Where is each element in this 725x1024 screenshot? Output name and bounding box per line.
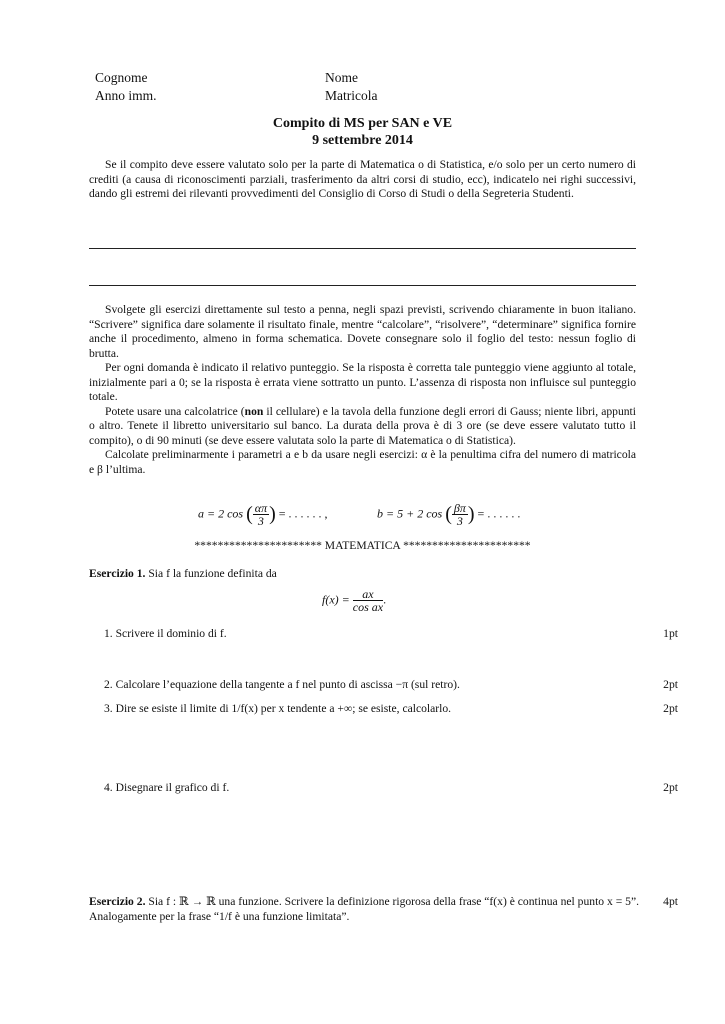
- instructions-p3-a: Potete usare una calcolatrice (: [105, 404, 245, 418]
- instructions-p4: Calcolate preliminarmente i parametri a e b da usare negli esercizi: α è la penultima cifra del numero di matricola e β l’ultima.: [89, 448, 636, 476]
- instructions-p2: Per ogni domanda è indicato il relativo punteggio. Se la risposta è corretta tale punteggio viene aggiunto al totale, inizialmente pari a 0; se la risposta è errata viene sottratto un punto. L’assenza di risposta non influisce sul punteggio totale.: [89, 361, 636, 403]
- ex2-points: 4pt: [663, 895, 678, 908]
- param-b-lhs: b = 5 + 2 cos: [377, 506, 443, 521]
- ex1-formula-lhs: f(x) =: [322, 592, 350, 607]
- ex1-item-4-points: 2pt: [663, 781, 678, 794]
- ex1-item-1: 1. Scrivere il dominio di f.: [104, 627, 227, 640]
- matricola-label: Matricola: [325, 88, 378, 103]
- instructions-p1: Svolgete gli esercizi direttamente sul testo a penna, negli spazi previsti, scrivendo chiaramente in buon italiano. “Scrivere” significa dare solamente il risultato finale, mentre “calcolare”, “risolvere”, “determinare” significa fornire anche il procedimento, almeno in forma schematica. Dovete consegnare solo il foglio del testo: nessun foglio di brutta.: [89, 303, 636, 360]
- param-a-num: απ: [254, 501, 268, 515]
- param-a-formula: a = 2 cos ( $\frac{\alpha\pi}{3}$ ) = . . . . . . ,: [198, 501, 328, 528]
- ex1-intro: [89, 567, 277, 580]
- param-a-rhs: = . . . . . . ,: [278, 506, 328, 521]
- instructions-p3-b: il cellulare) e la tavola della funzione degli errori di Gauss; niente libri, appunti o altro. Tenete il libretto universitario sul banco. La durata della prova è di 3 ore (se deve essere valutato tutto il compito), o di 90 minuti (se deve essere valutata solo la parte di Matematica o di Statistica).: [89, 404, 636, 447]
- answer-line: [89, 285, 636, 286]
- ex2-label: Esercizio 2.: [89, 895, 146, 908]
- param-a-den: 3: [257, 514, 264, 528]
- ex1-item-2-points: 2pt: [663, 678, 678, 691]
- ex2-text: Sia f : ℝ → ℝ una funzione. Scrivere la definizione rigorosa della frase “f(x) è continua nel punto x = 5”. Analogamente per la frase “1/f è una funzione limitata”.: [89, 895, 640, 923]
- param-b-formula: b = 5 + 2 cos ( $\frac{\beta\pi}{3}$ ) = . . . . . .: [377, 501, 521, 528]
- ex1-item-4: 4. Disegnare il grafico di f.: [104, 781, 230, 794]
- instructions-p3-bold: non: [244, 404, 264, 418]
- ex1-formula: [322, 588, 386, 613]
- nome-label: Nome: [325, 70, 358, 85]
- param-b-rhs: = . . . . . .: [477, 506, 521, 521]
- anno-label: Anno imm.: [95, 88, 157, 103]
- ex1-text: Sia f la funzione definita da: [148, 567, 277, 580]
- exam-date: 9 settembre 2014: [312, 133, 413, 148]
- instructions-p3: [89, 405, 636, 449]
- ex1-item-1-points: 1pt: [663, 627, 678, 640]
- ex1-item-2: 2. Calcolare l’equazione della tangente a f nel punto di ascissa −π (sul retro).: [104, 678, 460, 691]
- intro-paragraph: [89, 158, 636, 202]
- cognome-label: Cognome: [95, 70, 148, 85]
- ex1-formula-end: .: [383, 592, 387, 607]
- ex1-formula-num: ax: [353, 588, 383, 601]
- param-a-lhs: a = 2 cos: [198, 506, 244, 521]
- intro-text: Se il compito deve essere valutato solo per la parte di Matematica o di Statistica, e/o solo per un certo numero di crediti (a causa di riconoscimenti parziali, trasferimento da altri corsi di studio, ecc), indicatelo nei righi successivi, dando gli estremi dei rilevanti provvedimenti del Consiglio di Corso di Studi o della Segreteria Studenti.: [89, 158, 636, 200]
- ex1-formula-den: cos ax: [352, 600, 384, 614]
- ex2-text-block: [89, 895, 639, 924]
- param-b-num: βπ: [453, 501, 466, 515]
- exam-title: Compito di MS per SAN e VE: [272, 116, 453, 131]
- param-b-den: 3: [456, 514, 463, 528]
- answer-line: [89, 248, 636, 249]
- instructions: [89, 303, 636, 477]
- section-heading: ********************** MATEMATICA **********************: [194, 539, 531, 552]
- ex1-label: Esercizio 1.: [89, 567, 146, 580]
- ex1-item-3-points: 2pt: [663, 702, 678, 715]
- ex1-item-3: 3. Dire se esiste il limite di 1/f(x) per x tendente a +∞; se esiste, calcolarlo.: [104, 702, 452, 715]
